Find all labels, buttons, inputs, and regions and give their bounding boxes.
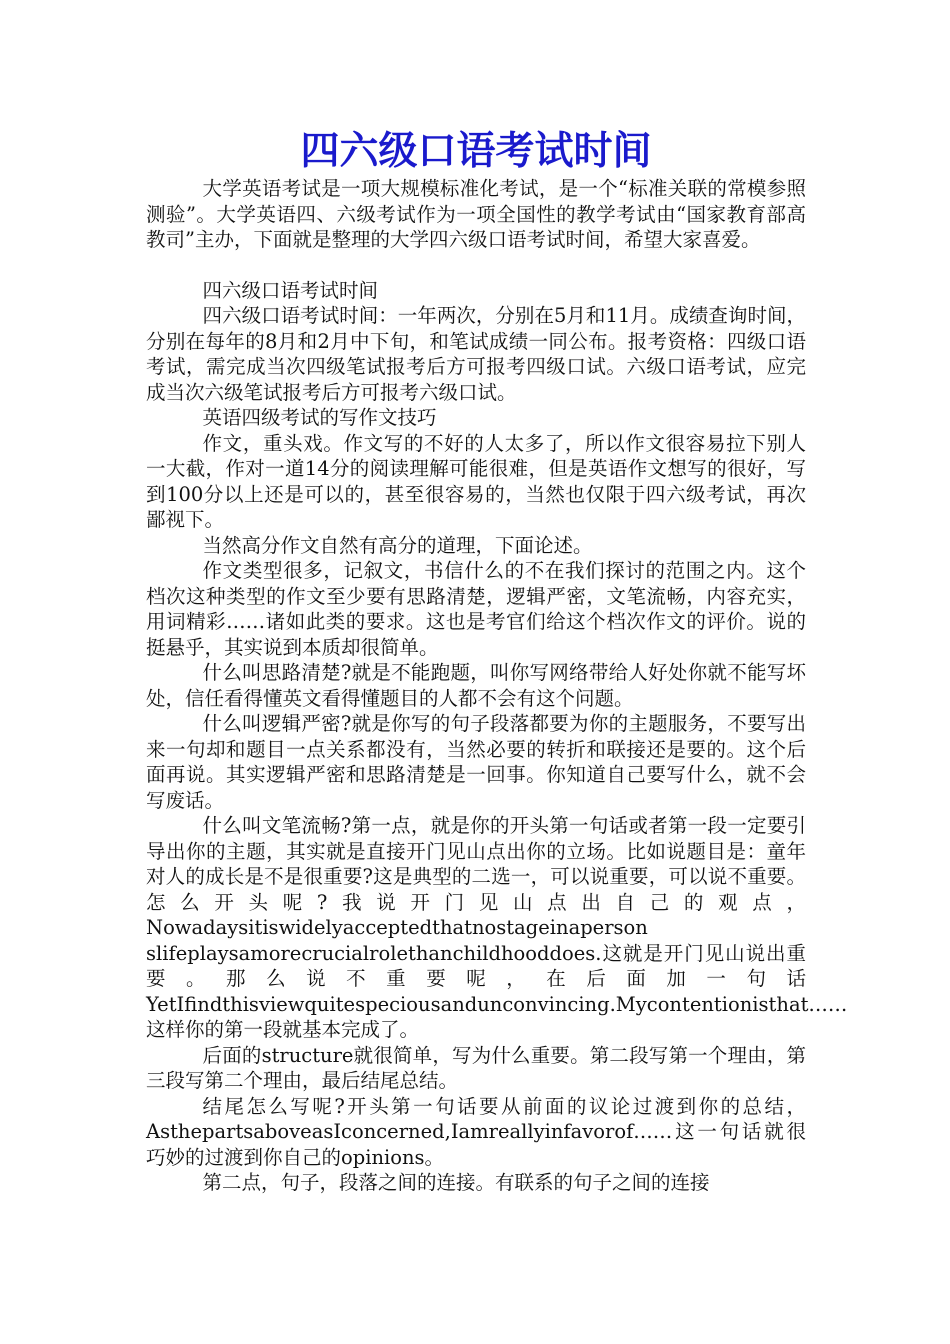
writing-paragraph-1: 作文，重头戏。作文写的不好的人太多了，所以作文很容易拉下别人一大截，作对一道14分的阅读理解可能很难，但是英语作文想写的很好，写到100分以上还是可以的，甚至很容易的，当然也仅限于四六级考试，再次鄙视下。 (146, 431, 806, 531)
writing-paragraph-8: 结尾怎么写呢?开头第一句话要从前面的议论过渡到你的总结，AsthepartsaboveasIconcerned,Iamreallyinfavorof……这一句话就很巧妙的过渡到你自己的opinions。 (146, 1094, 806, 1169)
writing-paragraph-4: 什么叫思路清楚?就是不能跑题，叫你写网络带给人好处你就不能写坏处，信任看得懂英文看得懂题目的人都不会有这个问题。 (146, 661, 806, 710)
exam-time-paragraph: 四六级口语考试时间：一年两次，分别在5月和11月。成绩查询时间，分别在每年的8月和2月中下旬，和笔试成绩一同公布。报考资格：四级口语考试，需完成当次四级笔试报考后方可报考四级口试。六级口语考试，应完成当次六级笔试报考后方可报考六级口试。 (146, 304, 806, 404)
intro-paragraph: 大学英语考试是一项大规模标准化考试，是一个“标准关联的常模参照测验”。大学英语四、六级考试作为一项全国性的教学考试由“国家教育部高教司”主办，下面就是整理的大学四六级口语考试时间，希望大家喜爱。 (146, 177, 806, 251)
writing-paragraph-3: 作文类型很多，记叙文，书信什么的不在我们探讨的范围之内。这个档次这种类型的作文至少要有思路清楚，逻辑严密，文笔流畅，内容充实，用词精彩……诸如此类的要求。这也是考官们给这个档次作文的评价。说的挺悬乎，其实说到本质却很简单。 (146, 559, 806, 659)
writing-paragraph-7: 后面的structure就很简单，写为什么重要。第二段写第一个理由，第三段写第二个理由，最后结尾总结。 (146, 1043, 806, 1092)
section-heading-exam-time: 四六级口语考试时间 (202, 278, 379, 302)
writing-paragraph-5: 什么叫逻辑严密?就是你写的句子段落都要为你的主题服务，不要写出来一句却和题目一点关系都没有，当然必要的转折和联接还是要的。这个后面再说。其实逻辑严密和思路清楚是一回事。你知道自己要写什么，就不会写废话。 (146, 712, 806, 812)
writing-paragraph-6: 什么叫文笔流畅?第一点，就是你的开头第一句话或者第一段一定要引导出你的主题，其实就是直接开门见山点出你的立场。比如说题目是：童年对人的成长是不是很重要?这是典型的二选一，可以说重要，可以说不重要。怎么开头呢?我说开门见山点出自己的观点，Nowadaysitiswidelyacceptedthatnostageinaperson slifeplaysamorecrucialrolethanchildhooddoes.这就是开门见山说出重要。那么说不重要呢，在后面加一句话YetIfindthisviewquitespeciousandunconvincing.Mycontentionisthat……这样你的第一段就基本完成了。 (146, 814, 848, 1041)
section-heading-writing-tips: 英语四级考试的写作文技巧 (202, 406, 437, 429)
document-title: 四六级口语考试时间 (300, 128, 652, 174)
writing-paragraph-2: 当然高分作文自然有高分的道理，下面论述。 (202, 533, 593, 557)
writing-paragraph-9: 第二点，句子，段落之间的连接。有联系的句子之间的连接 (202, 1171, 710, 1194)
document-page (146, 118, 848, 1196)
paragraph-gap (146, 253, 806, 278)
